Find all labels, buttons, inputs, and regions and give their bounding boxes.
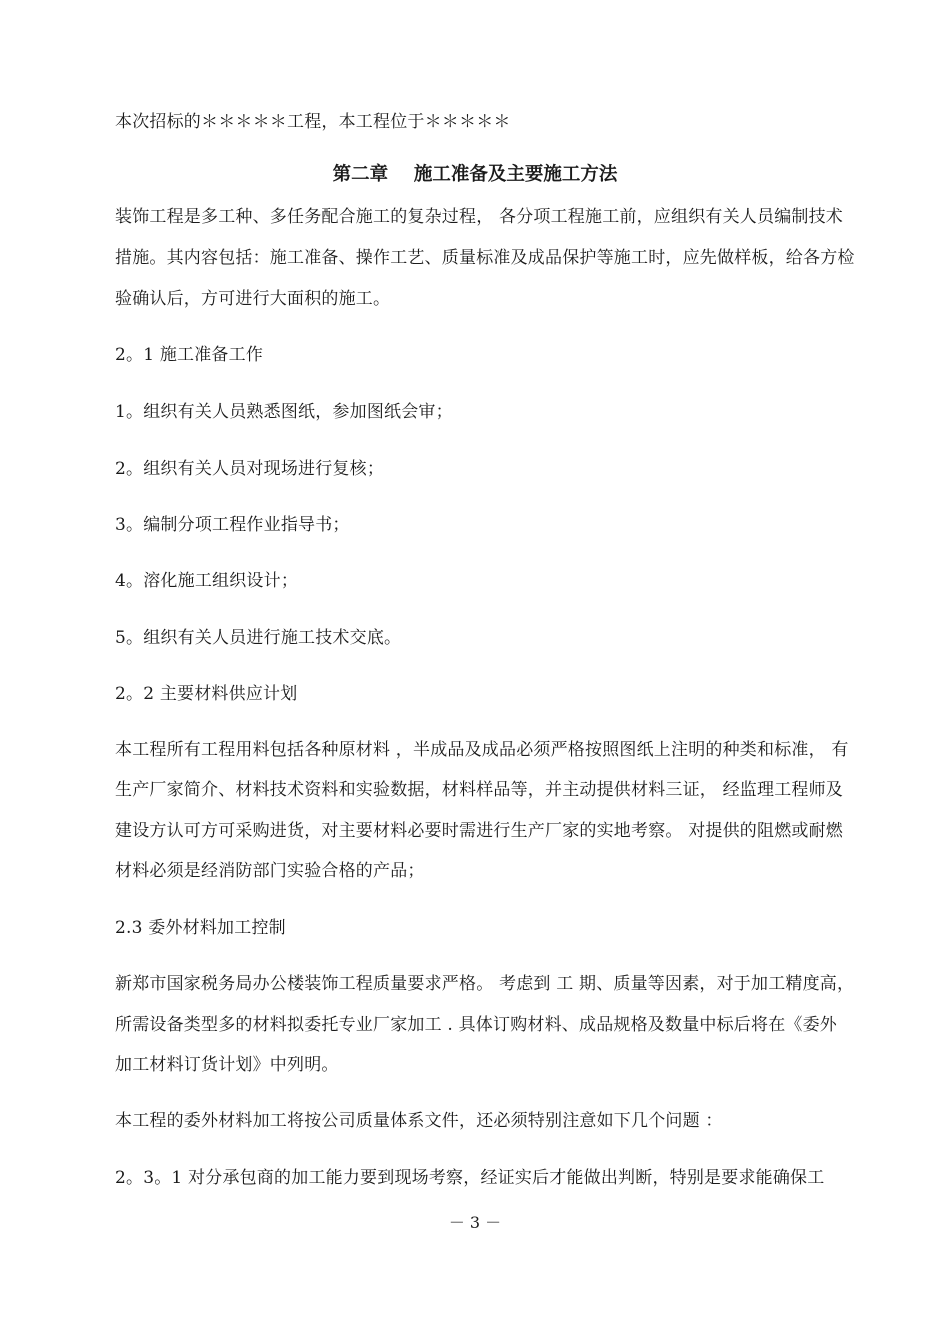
intro-line: 本次招标的＊＊＊＊＊工程，本工程位于＊＊＊＊＊ <box>115 112 511 132</box>
prep-item-5: 5。组织有关人员进行施工技术交底。 <box>115 628 402 648</box>
chapter-heading: 第二章 施工准备及主要施工方法 <box>332 164 618 185</box>
materials-line-4: 材料必须是经消防部门实验合格的产品； <box>115 861 425 881</box>
overview-line-1: 装饰工程是多工种、多任务配合施工的复杂过程， 各分项工程施工前，应组织有关人员编制技术 <box>115 207 844 227</box>
materials-line-1: 本工程所有工程用料包括各种原材料 ，半成品及成品必须严格按照图纸上注明的种类和标准， 有 <box>115 740 849 760</box>
section-2-2-title: 2。2 主要材料供应计划 <box>115 684 298 704</box>
outsource-line-1: 新郑市国家税务局办公楼装饰工程质量要求严格。 考虑到 工 期、质量等因素，对于加工精度高， <box>115 974 855 994</box>
prep-item-3: 3。编制分项工程作业指导书； <box>115 515 350 535</box>
outsource-line-2: 所需设备类型多的材料拟委托专业厂家加工 . 具体订购材料、成品规格及数量中标后将在《委外 <box>115 1015 838 1035</box>
prep-item-2: 2。组织有关人员对现场进行复核； <box>115 459 385 479</box>
materials-line-3: 建设方认可方可采购进货，对主要材料必要时需进行生产厂家的实地考察。 对提供的阻燃或耐燃 <box>115 821 844 841</box>
prep-item-1: 1。组织有关人员熟悉图纸，参加图纸会审； <box>115 402 453 422</box>
prep-item-4: 4。溶化施工组织设计； <box>115 571 299 591</box>
outsource-line-3: 加工材料订货计划》中列明。 <box>115 1055 339 1075</box>
section-2-1-title: 2。1 施工准备工作 <box>115 345 264 365</box>
overview-line-3: 验确认后，方可进行大面积的施工。 <box>115 289 391 309</box>
materials-line-2: 生产厂家简介、材料技术资料和实验数据，材料样品等，并主动提供材料三证， 经监理工程师及 <box>115 780 844 800</box>
section-2-3-title: 2.3 委外材料加工控制 <box>115 918 286 938</box>
overview-line-2: 措施。其内容包括：施工准备、操作工艺、质量标准及成品保护等施工时，应先做样板，给各方检 <box>115 248 855 268</box>
page-number: － 3 － <box>448 1213 502 1232</box>
outsource-note-line: 本工程的委外材料加工将按公司质量体系文件，还必须特别注意如下几个问题 ： <box>115 1111 723 1131</box>
section-2-3-1-line: 2。3。1 对分承包商的加工能力要到现场考察，经证实后才能做出判断，特别是要求能确保工 <box>115 1168 825 1188</box>
